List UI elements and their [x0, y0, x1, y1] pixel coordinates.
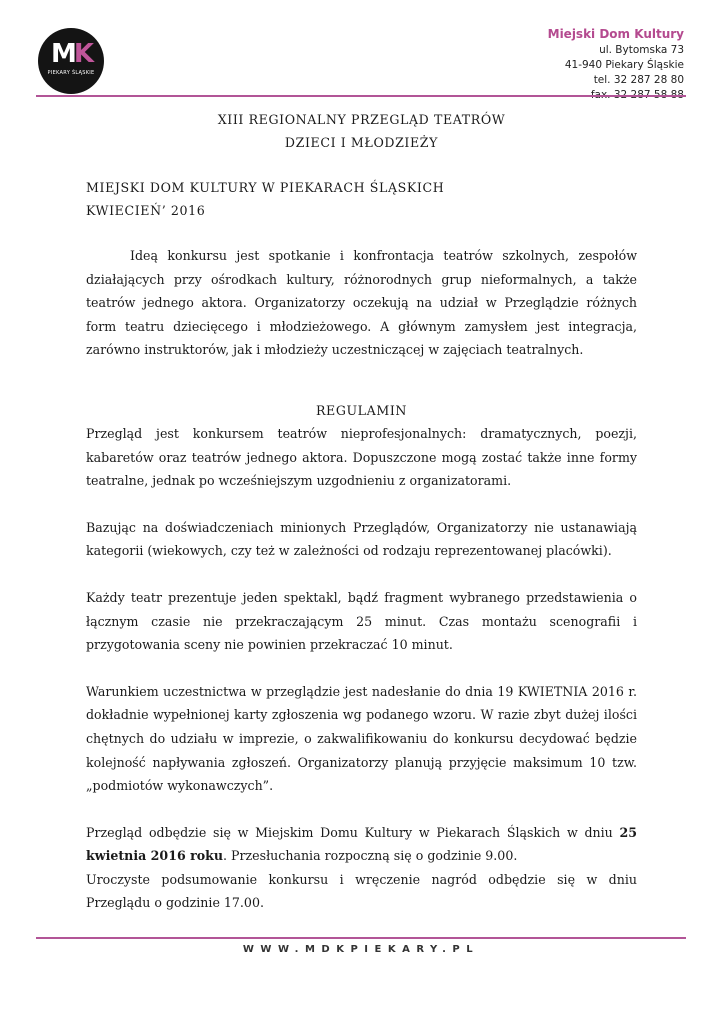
doc-title-line2: DZIECI I MŁODZIEŻY: [284, 135, 439, 150]
document-body: [86, 108, 637, 915]
rule-paragraph-1: Przegląd jest konkursem teatrów nieprofesjonalnych: dramatycznych, poezji, kabaretów oraz teatrów jednego aktora. Dopuszczone mogą zostać także inne formy teatralne, jednak po wcześniejszym uzgodnieniu z organizatorami.: [86, 425, 637, 489]
header-divider: [36, 95, 686, 97]
intro-paragraph: Ideą konkursu jest spotkanie i konfrontacja teatrów szkolnych, zespołów działających przy ośrodkach kultury, różnorodnych grup nieformalnych, a także teatrów jednego aktora. Organizatorzy oczekują na udział w Przeglądzie różnych form teatru dziecięcego i młodzieżowego. A głównym zamysłem jest integracja, zarówno instruktorów, jak i młodzieży uczestniczącej w zajęciach teatralnych.: [86, 248, 637, 358]
logo-caption: PIEKARY ŚLĄSKIE: [47, 70, 95, 76]
mdk-logo: [38, 28, 104, 94]
address-city: 41-940 Piekary Śląskie: [564, 59, 684, 71]
rule-paragraph-5: Przegląd odbędzie się w Miejskim Domu Kultury w Piekarach Śląskich w dniu 25 kwietnia 2016 roku. Przesłuchania rozpoczną się o godzinie 9.00.: [86, 824, 637, 864]
organizer-heading: MIEJSKI DOM KULTURY W PIEKARACH ŚLĄSKICH: [86, 180, 445, 195]
rule-paragraph-4: Warunkiem uczestnictwa w przeglądzie jest nadesłanie do dnia 19 KWIETNIA 2016 r. dokładnie wypełnionej karty zgłoszenia wg podanego wzoru. W razie zbyt dużej ilości chętnych do udziału w imprezie, o zakwalifikowaniu do konkursu decydować będzie kolejność napływania zgłoszeń. Organizatorzy planują przyjęcie maksimum 10 tzw. „podmiotów wykonawczych”.: [86, 683, 637, 794]
section-title: REGULAMIN: [315, 402, 408, 418]
logo-mark: MK: [50, 39, 92, 69]
doc-title-line1: XIII REGIONALNY PRZEGLĄD TEATRÓW: [217, 112, 506, 127]
rule-paragraph-2: Bazując na doświadczeniach minionych Przeglądów, Organizatorzy nie ustanawiają kategorii (wiekowych, czy też w zależności od rodzaju reprezentowanej placówki).: [86, 519, 637, 559]
contact-block: [548, 26, 684, 103]
footer-divider: [36, 937, 686, 939]
address-street: ul. Bytomska 73: [599, 44, 684, 56]
phone-number: tel. 32 287 28 80: [593, 74, 684, 86]
website-link[interactable]: WWW.MDKPIEKARY.PL: [242, 944, 480, 955]
rule-paragraph-6: Uroczyste podsumowanie konkursu i wręczenie nagród odbędzie się w dniu Przeglądu o godzinie 17.00.: [86, 871, 637, 911]
event-date: 25 kwietnia 2016 roku: [86, 824, 637, 864]
org-name: Miejski Dom Kultury: [547, 27, 684, 41]
date-heading: KWIECIEŃ’ 2016: [86, 203, 206, 218]
rule-paragraph-3: Każdy teatr prezentuje jeden spektakl, bądź fragment wybranego przedstawienia o łącznym czasie nie przekraczającym 25 minut. Czas montażu scenografii i przygotowania sceny nie powinien przekraczać 10 minut.: [86, 589, 637, 653]
